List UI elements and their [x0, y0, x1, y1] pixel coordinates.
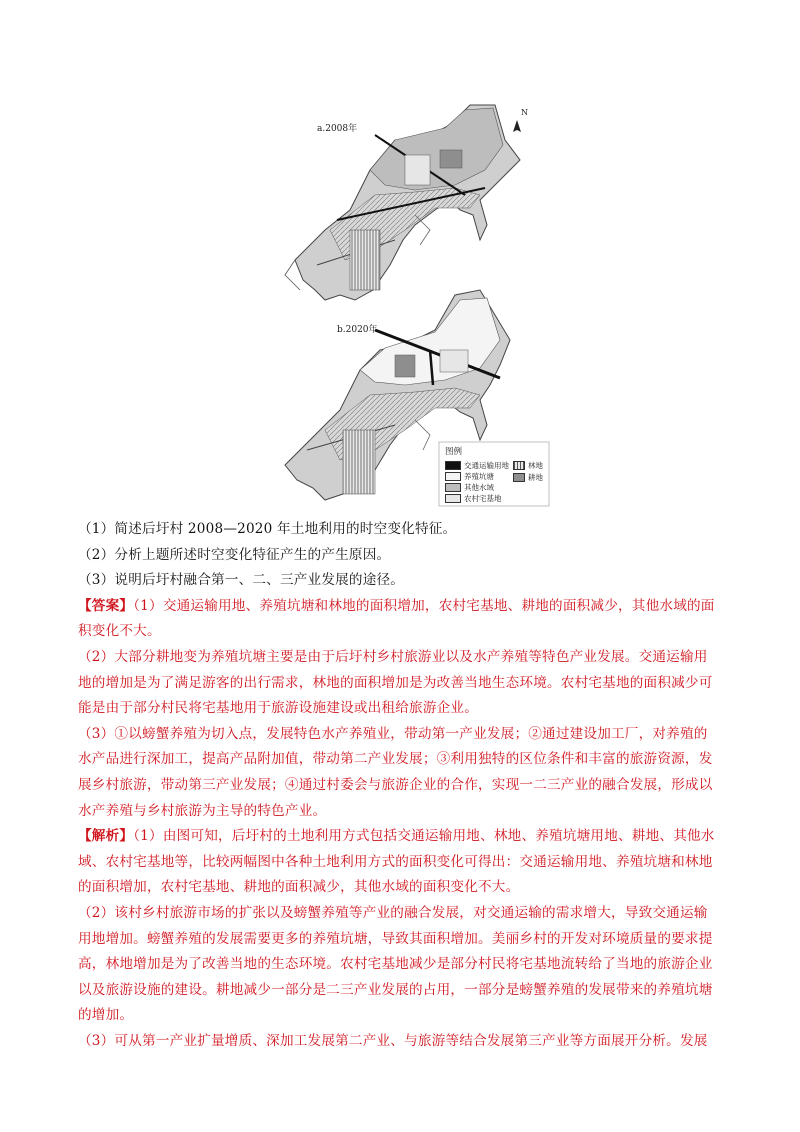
legend-item-pond: 养殖坑塘 [445, 471, 494, 482]
legend-item-water: 其他水域 [445, 482, 494, 493]
analysis-part-2: （2）该村乡村旅游市场的扩张以及螃蟹养殖等产业的融合发展，对交通运输的需求增大，导致交通运输用地增加。螃蟹养殖的发展需要更多的养殖坑塘，导致其面积增加。美丽乡村的开发对环境质量的要求提高，林地增加是为了改善当地的生态环境。农村宅基地减少是部分村民将宅基地流转给了当地的旅游企业以及旅游设施的建设。耕地减少一部分是二三产业发展的占用，一部分是螃蟹养殖的发展带来的养殖坑塘的增加。 [78, 904, 713, 1024]
answer-tag: 【答案】 [78, 597, 134, 614]
legend-item-transport: 交通运输用地 [445, 460, 509, 471]
legend-item-farmland: 耕地 [513, 472, 543, 483]
farmland-swatch-icon [513, 473, 525, 482]
analysis-tag: 【解析】 [78, 828, 134, 845]
forest-swatch-icon [513, 461, 525, 470]
north-arrow-icon [513, 120, 521, 132]
homestead-swatch-icon [445, 494, 461, 503]
document-body [78, 517, 718, 1054]
question-2: （2）分析上题所述时空变化特征产生的产生原因。 [78, 546, 391, 563]
map-b-label: b.2020年 [337, 325, 378, 335]
land-use-figure [255, 100, 555, 510]
north-label: N [521, 108, 528, 117]
pond-swatch-icon [445, 472, 461, 481]
legend-title: 图例 [445, 447, 463, 457]
map-2008 [285, 105, 521, 300]
question-3: （3）说明后圩村融合第一、二、三产业发展的途径。 [78, 572, 405, 589]
map-a-label: a.2008年 [317, 124, 358, 134]
answer-part-1: 【答案】（1）交通运输用地、养殖坑塘和林地的面积增加，农村宅基地、耕地的面积减少，其他水域的面积变化不大。 [78, 597, 715, 640]
legend-item-homestead: 农村宅基地 [445, 493, 502, 504]
legend-item-forest: 林地 [513, 460, 543, 471]
answer-part-2: （2）大部分耕地变为养殖坑塘主要是由于后圩村乡村旅游业以及水产养殖等特色产业发展。交通运输用地的增加是为了满足游客的出行需求，林地的面积增加是为改善当地生态环境。农村宅基地的面积减少可能是由于部分村民将宅基地用于旅游设施建设或出租给旅游企业。 [78, 648, 713, 717]
analysis-part-3: （3）可从第一产业扩量增质、深加工发展第二产业、与旅游等结合发展第三产业等方面展开分析。发展 [78, 1032, 708, 1049]
analysis-part-1: 【解析】（1）由图可知，后圩村的土地利用方式包括交通运输用地、林地、养殖坑塘用地、耕地、其他水域、农村宅基地等，比较两幅图中各种土地利用方式的面积变化可得出：交通运输用地、养殖坑塘和林地的面积增加，农村宅基地、耕地的面积减少，其他水域的面积变化不大。 [78, 828, 715, 896]
transport-swatch-icon [445, 461, 461, 470]
water-swatch-icon [445, 483, 461, 492]
question-1: （1）简述后圩村 2008—2020 年土地利用的时空变化特征。 [78, 521, 457, 537]
answer-part-3: （3）①以螃蟹养殖为切入点，发展特色水产养殖业，带动第一产业发展；②通过建设加工厂，对养殖的水产品进行深加工，提高产品附加值，带动第二产业发展；③利用独特的区位条件和丰富的旅游资源，发展乡村旅游，带动第三产业发展；④通过村委会与旅游企业的合作，实现一二三产业的融合发展，形成以水产养殖与乡村旅游为主导的特色产业。 [78, 725, 713, 819]
map-graphic [255, 100, 555, 510]
